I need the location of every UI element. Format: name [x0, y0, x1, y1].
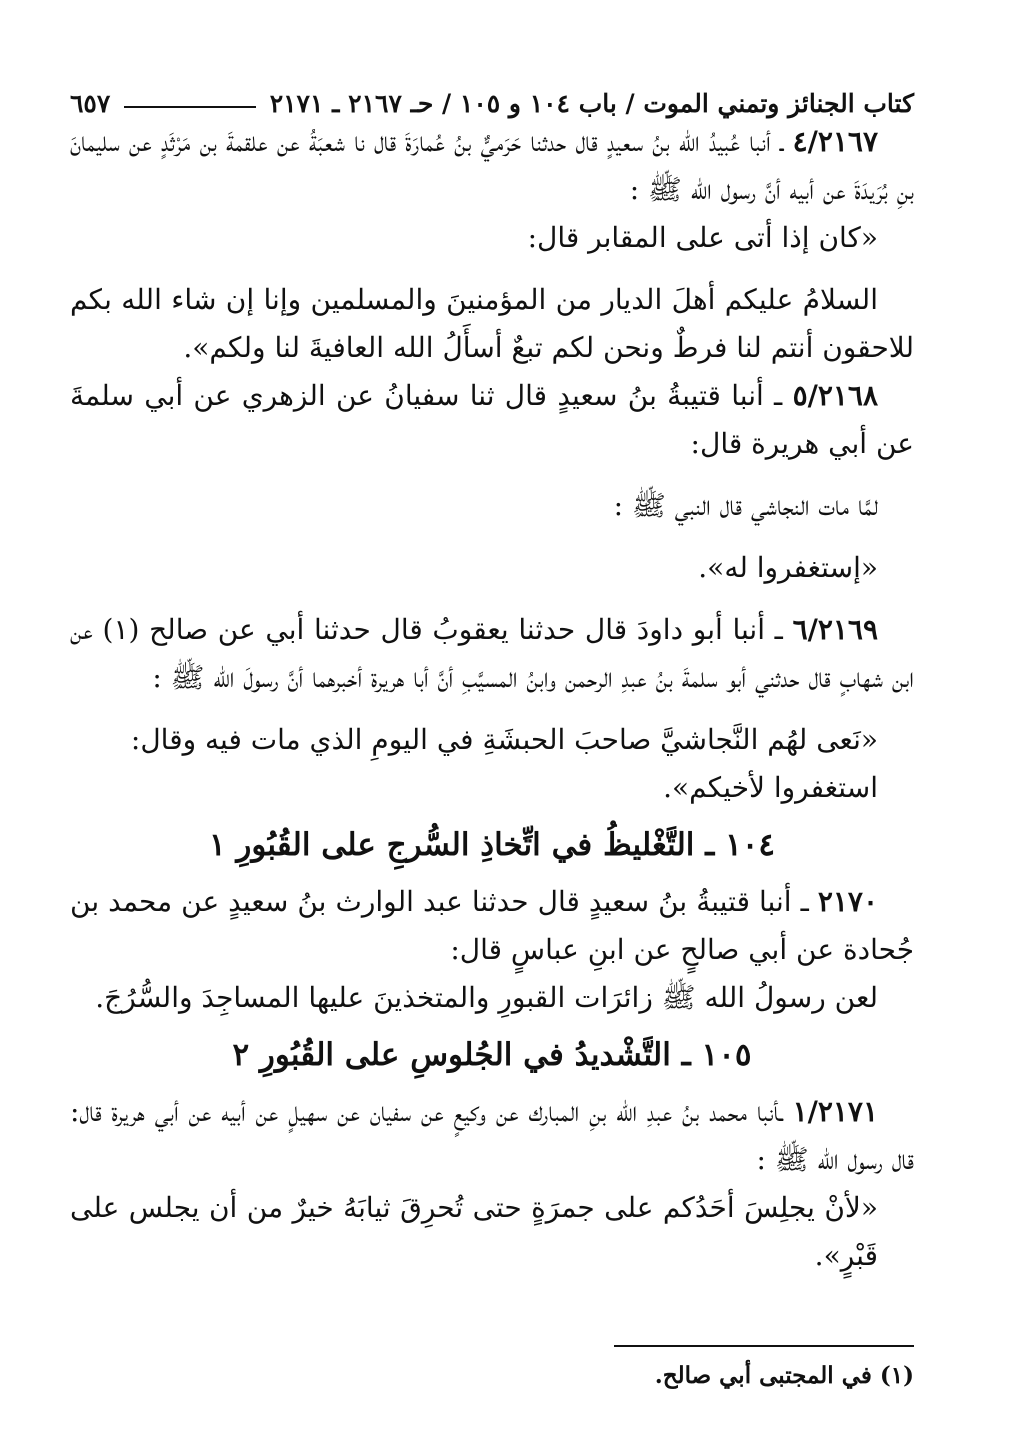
- hadith-2167-isnad: [70, 118, 914, 214]
- hadith-number: ٤/٢١٦٧: [792, 125, 878, 158]
- hadith-number: ٢١٧٠: [817, 885, 878, 918]
- page-number: ٦٥٧: [70, 89, 111, 118]
- hadith-2169: [70, 592, 914, 812]
- footnote-separator: [614, 1345, 914, 1347]
- chapter-heading-104: ١٠٤ ـ التَّغْليظُ في اتِّخاذِ السُّرجِ على القُبُورِ ١: [208, 827, 776, 863]
- hadith-2167: [70, 118, 914, 372]
- hadith-2169-matn-1: «نَعى لهُم النَّجاشيَّ صاحبَ الحبشَةِ في اليومِ الذي مات فيه وقال:: [130, 723, 878, 756]
- footnote-1: (١) في المجتبى أبي صالح.: [654, 1362, 914, 1389]
- hadith-number: ١/٢١٧١: [792, 1095, 878, 1128]
- hadith-2168-matn-2: «إستغفروا له».: [698, 551, 878, 584]
- hadith-2169-matn-2: استغفروا لأخيكم».: [663, 771, 878, 804]
- hadith-2170-isnad: [70, 878, 914, 974]
- hadith-text: ـ أنبا قتيبةُ بنُ سعيدٍ قال حدثنا عبد الوارث بنُ سعيدٍ عن محمد بن جُحادة عن أبي صالحٍ عن ابنِ عباسٍ قال:: [70, 885, 914, 966]
- hadith-2170-matn: لعن رسولُ الله ﷺ زائرَات القبورِ والمتخذينَ عليها المساجِدَ والسُّرُجَ.: [95, 981, 878, 1014]
- hadith-2168-matn-1: لمَّا مات النجاشي قال النبي ﷺ :: [613, 489, 878, 522]
- hadith-number: ٥/٢١٦٨: [792, 379, 878, 412]
- hadith-2171-matn: «لأنْ يجلِسَ أحَدُكم على جمرَةٍ حتى تُحرِقَ ثيابَهُ خيرٌ من أن يجلس على قَبْرٍ».: [70, 1191, 878, 1272]
- hadith-number: ٦/٢١٦٩: [792, 613, 878, 646]
- hadith-2168-isnad: [70, 372, 914, 468]
- hadith-2171-isnad: [70, 1088, 914, 1184]
- hadith-text: ـأنبا محمد بنُ عبدِ الله بنِ المبارك عن وكيعٍ عن سفيان عن سهيلٍ عن أبيه عن أبي هريرة قال: قال رسول الله ﷺ :: [70, 1095, 914, 1176]
- hadith-text: ـ أنبا أبو داودَ قال حدثنا يعقوبُ قال حدثنا أبي عن صالح (١) عن ابن شهابٍ قال حدثني أبو سلمةَ بنُ عبدِ الرحمن وابنُ المسيَّبِ أنَّ أبا هريرة أخبرهما أنَّ رسولَ الله ﷺ :: [70, 613, 914, 694]
- page-content: [70, 118, 914, 1280]
- hadith-2170: [70, 878, 914, 1022]
- hadith-2167-matn-2: السلامُ عليكم أهلَ الديار من المؤمنينَ والمسلمين وإنا إن شاء الله بكم للاحقون أنتم لنا فرطٌ ونحن لكم تبعٌ أسأَلُ الله العافيةَ لنا ولكم».: [70, 283, 914, 364]
- running-header: [70, 72, 914, 118]
- hadith-text: ـ أنبا قتيبةُ بنُ سعيدٍ قال ثنا سفيانُ عن الزهري عن أبي سلمةَ عن أبي هريرة قال:: [70, 379, 914, 460]
- chapter-heading-105: ١٠٥ ـ التَّشْديدُ في الجُلوسِ على القُبُورِ ٢: [232, 1037, 752, 1073]
- hadith-2169-isnad: [70, 606, 914, 702]
- hadith-text: ـ أنبا عُبيدُ الله بنُ سعيدٍ قال حدثنا حَرَميٌّ بنُ عُمارَةَ قال نا شعبَةُ عن علقمةَ بن مَرْثَدٍ عن سليمانَ بنِ بُرَيدَةَ عن أبيه أنَّ رسول الله ﷺ :: [70, 125, 914, 206]
- hadith-2168: [70, 372, 914, 592]
- header-title: كتاب الجنائز وتمني الموت / باب ١٠٤ و ١٠٥ / حـ ٢١٦٧ ـ ٢١٧١: [269, 89, 914, 118]
- hadith-2167-matn-1: «كان إذا أتى على المقابر قال:: [527, 221, 878, 254]
- hadith-2171: [70, 1088, 914, 1280]
- header-rule: [124, 106, 255, 108]
